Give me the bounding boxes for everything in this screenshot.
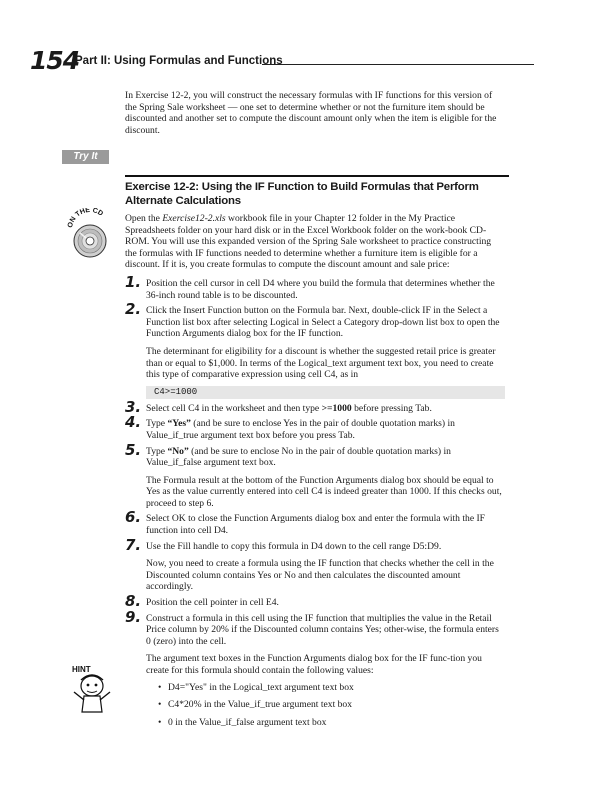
header-rule [262, 64, 534, 65]
try-it-badge: Try It [62, 150, 109, 164]
svg-text:ON THE CD: ON THE CD [66, 208, 105, 229]
step-note: The Formula result at the bottom of the Function Arguments dialog box should be equal to Yes as the value currently entered into cell C4 is indeed greater than 1000. If this checks out, proceed to step 6. [146, 474, 502, 509]
step-8 [125, 592, 505, 611]
exercise-file-name: Exercise12-2.xls [162, 213, 226, 224]
page-number: 154 [30, 46, 80, 75]
exercise-intro: Open the Exercise12-2.xls workbook file in your Chapter 12 folder in the My Practice Spreadsheets folder on your hard disk or in the Excel Workbook folder on the work-book CD-ROM. You will use this expanded version of the Spring Sale worksheet to practice constructing the formulas with IF functions needed to determine whether a furniture item is eligible for a discount. If it is, you create formulas to compute the discount amount and sale price: [125, 213, 492, 271]
step-text: Type “No” (and be sure to enclose No in the pair of double quotation marks) in Value_if_false argument text box. [146, 445, 451, 469]
step-number: 4. [125, 413, 142, 432]
step-text: Select OK to close the Function Arguments dialog box and enter the formula with the IF function into cell D4. [146, 513, 486, 537]
step-text: Construct a formula in this cell using the IF function that multiplies the value in the Retail Price column by 20% if the Discounted column contains Yes; other-wise, the formula enters 0 (zero) into the cell. [146, 612, 499, 647]
list-item: • 0 in the Value_if_false argument text box [158, 717, 505, 729]
hint-icon [68, 662, 114, 716]
step-number: 7. [125, 535, 142, 554]
exercise-title: Exercise 12-2: Using the IF Function to Build Formulas that Perform Alternate Calculations [125, 181, 479, 207]
step-text: Position the cell pointer in cell E4. [146, 597, 279, 609]
step-text: Click the Insert Function button on the Formula bar. Next, double-click IF in the Select a Function list box after selecting Logical in Select a Category drop-down list box to open the Function Arguments dialog box for the IF function. [146, 305, 500, 340]
step-note: Now, you need to create a formula using the IF function that checks whether the cell in the Discounted column contains Yes or No and then calculates the discounted amount accordingly. [146, 558, 494, 593]
step-text: Use the Fill handle to copy this formula in D4 down to the cell range D5:D9. [146, 540, 442, 552]
step-3 [125, 397, 505, 416]
step-9 [125, 607, 505, 729]
part-title: Part II: Using Formulas and Functions [75, 55, 283, 67]
steps-list [125, 272, 505, 728]
step-text: Type “Yes” (and be sure to enclose Yes in the pair of double quotation marks) in Value_if_true argument text box before you press Tab. [146, 418, 455, 441]
step-number: 6. [125, 508, 142, 527]
step-number: 9. [125, 607, 142, 626]
step-5 [125, 440, 505, 510]
exercise-rule [125, 175, 509, 177]
intro-section [125, 90, 505, 136]
exercise-body [125, 213, 505, 734]
list-item: • D4="Yes" in the Logical_text argument text box [158, 682, 505, 694]
intro-paragraph: In Exercise 12-2, you will construct the necessary formulas with IF functions for this version of the Spring Sale worksheet — one set to determine whether or not the furniture item should be discounted and another set to compute the discount amount only when the item is eligible for the discount. [125, 90, 497, 136]
code-example: C4>=1000 [146, 386, 505, 399]
on-the-cd-icon [66, 208, 114, 260]
step-7 [125, 535, 505, 593]
step-4 [125, 413, 505, 441]
step-note: The determinant for eligibility for a discount is whether the suggested retail price is greater than or equal to $1,000. In terms of the Logical_text argument text box, you need to create this type of comparative expression using cell C4, as in [146, 345, 496, 381]
step-number: 3. [125, 397, 142, 416]
step-number: 5. [125, 440, 142, 459]
step-number: 1. [125, 272, 142, 291]
list-item: • C4*20% in the Value_if_true argument text box [158, 699, 505, 711]
step-text: Select cell C4 in the worksheet and then type >=1000 before pressing Tab. [146, 402, 432, 414]
argument-values-list [146, 682, 505, 729]
step-number: 2. [125, 300, 142, 319]
step-1 [125, 272, 505, 301]
page-header [30, 46, 534, 76]
step-2 [125, 300, 505, 399]
step-6 [125, 508, 505, 537]
step-note: The argument text boxes in the Function Arguments dialog box for the IF func-tion you create for this formula should contain the following values: [146, 653, 482, 676]
step-text: Position the cell cursor in cell D4 where you build the formula that determines whether the 36-inch round table is to be discounted. [146, 277, 495, 301]
step-number: 8. [125, 592, 142, 611]
svg-text:HINT: HINT [72, 665, 91, 674]
